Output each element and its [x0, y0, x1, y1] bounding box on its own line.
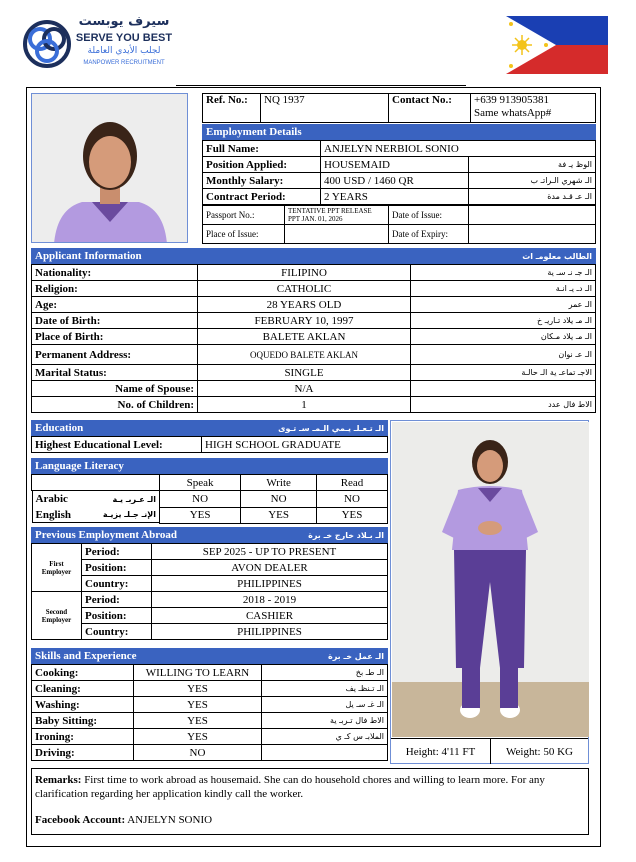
address-label: Permanent Address: — [32, 345, 198, 365]
col-speak: Speak — [160, 475, 241, 491]
company-name-en: SERVE YOU BEST — [75, 32, 173, 44]
first-period-label: Period: — [82, 544, 152, 560]
issue-date-label: Date of Issue: — [389, 206, 469, 225]
spouse-ar — [411, 381, 596, 397]
washing-value: YES — [134, 697, 262, 713]
issue-place-label: Place of Issue: — [203, 225, 285, 244]
cleaning-ar: الـ تـنظـ يف — [262, 681, 388, 697]
marital-label: Marital Status: — [32, 365, 198, 381]
arabic-write: NO — [241, 491, 317, 508]
second-period-value: 2018 - 2019 — [152, 592, 388, 608]
ironing-value: YES — [134, 729, 262, 745]
arabic-ar: الـ عـربـ يـة — [112, 494, 156, 504]
pob-label: Place of Birth: — [32, 329, 198, 345]
second-country-value: PHILIPPINES — [152, 624, 388, 640]
education-header — [31, 420, 388, 436]
previous-section — [31, 527, 388, 640]
second-position-value: CASHIER — [152, 608, 388, 624]
first-period-value: SEP 2025 - UP TO PRESENT — [152, 544, 388, 560]
arabic-speak: NO — [160, 491, 241, 508]
address-ar: الـ عـ نوان — [411, 345, 596, 365]
english-speak: YES — [160, 507, 241, 523]
cleaning-label: Cleaning: — [32, 681, 134, 697]
nationality-value: FILIPINO — [198, 265, 411, 281]
arabic-read: NO — [317, 491, 388, 508]
col-read: Read — [317, 475, 388, 491]
previous-header — [31, 527, 388, 543]
second-country-label: Country: — [82, 624, 152, 640]
ref-label: Ref. No.: — [203, 94, 261, 123]
education-header-label: Education — [35, 422, 84, 434]
children-label: No. of Children: — [32, 397, 198, 413]
passport-value-2: PPT JAN. 01, 2026 — [288, 215, 343, 223]
marital-value: SINGLE — [198, 365, 411, 381]
contact-label: Contact No.: — [389, 94, 471, 123]
applicant-header-ar: الطالب معلومـ ات — [522, 251, 592, 261]
applicant-section — [31, 248, 596, 413]
age-value: 28 YEARS OLD — [198, 297, 411, 313]
education-label: Highest Educational Level: — [32, 437, 202, 453]
education-section — [31, 420, 388, 453]
passport-value-1: TENTATIVE PPT RELEASE — [288, 207, 372, 215]
driving-ar — [262, 745, 388, 761]
full-body-photo — [392, 422, 589, 737]
education-header-ar: الـ تـعـلـ يـمي الـمـ سـ تـوى — [278, 423, 384, 433]
english-write: YES — [241, 507, 317, 523]
skills-header-label: Skills and Experience — [35, 650, 137, 662]
previous-header-ar: الـ بـلاد خارج خـ برة — [308, 530, 384, 540]
remarks-paragraph — [35, 773, 585, 801]
washing-ar: الـ غـ سـ يل — [262, 697, 388, 713]
full-body-photo-frame — [390, 420, 589, 764]
logo-mark-icon — [22, 19, 72, 69]
company-name-ar: سيرف يوبست — [78, 14, 170, 29]
dob-value: FEBRUARY 10, 1997 — [198, 313, 411, 329]
philippine-flag-icon — [506, 16, 608, 74]
religion-label: Religion: — [32, 281, 198, 297]
english-label: English — [35, 508, 71, 521]
babysitting-ar: الاط فال تـربـ ية — [262, 713, 388, 729]
nationality-label: Nationality: — [32, 265, 198, 281]
children-value: 1 — [198, 397, 411, 413]
contact-value: +639 913905381 — [474, 94, 549, 106]
cooking-value: WILLING TO LEARN — [134, 665, 262, 681]
remarks-text: First time to work abroad as housemaid. She can do household chores and willing to learn more. For any clarification regarding her application kindly call the worker. — [35, 774, 545, 800]
expiry-label: Date of Expiry: — [389, 225, 469, 244]
full-name-label: Full Name: — [203, 141, 321, 157]
nationality-ar: الـ جـ نـ سـ ية — [411, 265, 596, 281]
babysitting-value: YES — [134, 713, 262, 729]
issue-place-value — [285, 225, 389, 244]
first-country-value: PHILIPPINES — [152, 576, 388, 592]
expiry-value — [469, 225, 596, 244]
first-position-value: AVON DEALER — [152, 560, 388, 576]
passport-value — [285, 206, 389, 225]
employment-header — [202, 124, 596, 140]
dob-ar: الـ مـ يلاد تـاريـ خ — [411, 313, 596, 329]
english-row-label — [32, 507, 160, 523]
company-logo — [22, 14, 172, 74]
arabic-row-label — [32, 491, 160, 507]
skills-section — [31, 648, 388, 761]
company-tagline-en: MANPOWER RECRUITMENT — [83, 60, 165, 66]
position-ar: الوظ يـ فة — [469, 157, 596, 173]
ref-section — [202, 93, 596, 123]
language-section — [31, 458, 388, 524]
pob-ar: الـ مـ يلاد مـكان — [411, 329, 596, 345]
contact-cell — [471, 94, 596, 123]
passport-label: Passport No.: — [203, 206, 285, 225]
remarks-section — [31, 768, 589, 835]
ironing-label: Ironing: — [32, 729, 134, 745]
height-box — [391, 738, 491, 764]
marital-ar: الاجـ تماعـ ية الـ حالـة — [411, 365, 596, 381]
contact-note: Same whatsApp# — [474, 107, 552, 119]
religion-value: CATHOLIC — [198, 281, 411, 297]
cleaning-value: YES — [134, 681, 262, 697]
contract-value: 2 YEARS — [321, 189, 469, 205]
applicant-header-label: Applicant Information — [35, 250, 142, 262]
position-value: HOUSEMAID — [321, 157, 469, 173]
weight-box — [491, 738, 588, 764]
facebook-value: ANJELYN SONIO — [127, 814, 213, 826]
language-header — [31, 458, 388, 474]
english-read: YES — [317, 507, 388, 523]
language-header-label: Language Literacy — [35, 460, 124, 472]
language-corner — [32, 475, 160, 491]
pob-value: BALETE AKLAN — [198, 329, 411, 345]
first-employer-label: First Employer — [32, 544, 82, 592]
position-label: Position Applied: — [203, 157, 321, 173]
second-period-label: Period: — [82, 592, 152, 608]
driving-label: Driving: — [32, 745, 134, 761]
header-rule — [176, 85, 466, 86]
first-country-label: Country: — [82, 576, 152, 592]
issue-date-value — [469, 206, 596, 225]
age-ar: الـ عمر — [411, 297, 596, 313]
company-tagline-ar: لجلب الأيدي العاملة — [87, 46, 161, 56]
ref-value: NQ 1937 — [261, 94, 389, 123]
portrait-photo — [32, 94, 188, 243]
address-value: OQUEDO BALETE AKLAN — [198, 345, 411, 365]
second-position-label: Position: — [82, 608, 152, 624]
contract-label: Contract Period: — [203, 189, 321, 205]
height-value: Height: 4'11 FT — [405, 745, 476, 758]
salary-value: 400 USD / 1460 QR — [321, 173, 469, 189]
previous-header-label: Previous Employment Abroad — [35, 529, 177, 541]
full-name-value: ANJELYN NERBIOL SONIO — [321, 141, 596, 157]
arabic-label: Arabic — [35, 493, 68, 505]
employment-section — [202, 124, 596, 244]
education-value: HIGH SCHOOL GRADUATE — [202, 437, 388, 453]
skills-header — [31, 648, 388, 664]
children-ar: الاط فال عدد — [411, 397, 596, 413]
babysitting-label: Baby Sitting: — [32, 713, 134, 729]
applicant-header — [31, 248, 596, 264]
dob-label: Date of Birth: — [32, 313, 198, 329]
cooking-label: Cooking: — [32, 665, 134, 681]
facebook-label: Facebook Account: — [35, 814, 126, 826]
remarks-label: Remarks: — [35, 774, 82, 786]
facebook-line — [35, 813, 585, 827]
washing-label: Washing: — [32, 697, 134, 713]
employment-header-label: Employment Details — [206, 126, 302, 138]
first-position-label: Position: — [82, 560, 152, 576]
weight-value: Weight: 50 KG — [506, 745, 573, 758]
spouse-value: N/A — [198, 381, 411, 397]
applicant-portrait — [31, 93, 188, 243]
salary-label: Monthly Salary: — [203, 173, 321, 189]
religion-ar: الـ دـ يـ انـة — [411, 281, 596, 297]
cooking-ar: الـ طـ بخ — [262, 665, 388, 681]
skills-header-ar: الـ عمل خـ برة — [327, 651, 384, 661]
english-ar: الإنـ جـلـ يزيـة — [102, 510, 156, 519]
ironing-ar: الملابـ س كـ ي — [262, 729, 388, 745]
driving-value: NO — [134, 745, 262, 761]
second-employer-label: Second Employer — [32, 592, 82, 640]
contract-ar: الـ عـ قـد مدة — [469, 189, 596, 205]
spouse-label: Name of Spouse: — [32, 381, 198, 397]
salary-ar: الـ شهري الـراتـ ب — [469, 173, 596, 189]
col-write: Write — [241, 475, 317, 491]
age-label: Age: — [32, 297, 198, 313]
